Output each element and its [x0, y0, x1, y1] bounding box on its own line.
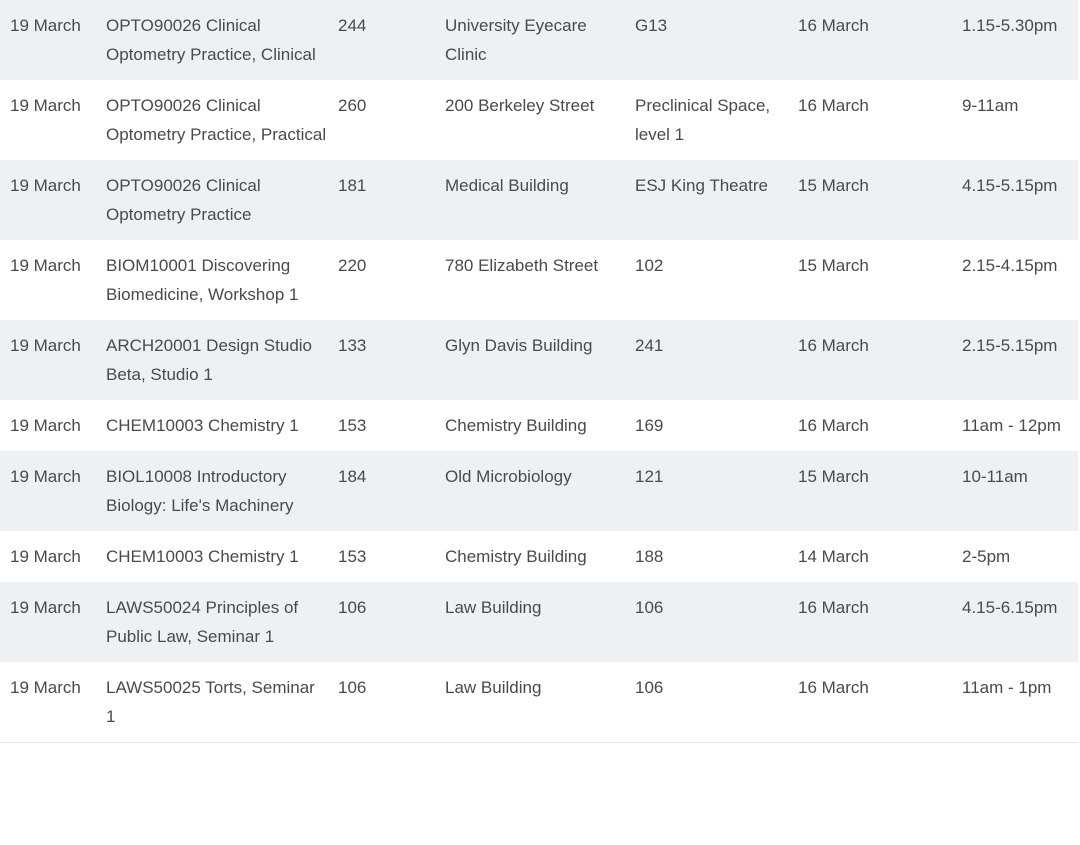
cell-building: Law Building [445, 598, 542, 617]
cell-count: 220 [338, 256, 367, 275]
cell-subject: OPTO90026 Clinical Optometry Practice [106, 176, 261, 224]
cell-room: 241 [635, 336, 664, 355]
cell-moved-date: 15 March [798, 467, 869, 486]
cell-moved-date: 15 March [798, 256, 869, 275]
cell-moved-date: 16 March [798, 336, 869, 355]
table-row [0, 451, 1078, 531]
cell-count: 106 [338, 598, 367, 617]
cell-building: Law Building [445, 678, 542, 697]
cell-count: 133 [338, 336, 367, 355]
cell-date: 19 March [10, 176, 81, 195]
cell-moved-date: 16 March [798, 416, 869, 435]
cell-room: 169 [635, 416, 664, 435]
cell-count: 184 [338, 467, 367, 486]
cell-time: 9-11am [962, 96, 1019, 115]
cell-count: 153 [338, 416, 367, 435]
table-row [0, 582, 1078, 662]
cell-moved-date: 16 March [798, 96, 869, 115]
cell-moved-date: 16 March [798, 678, 869, 697]
cell-room: ESJ King Theatre [635, 176, 768, 195]
cell-subject: OPTO90026 Clinical Optometry Practice, Clinical [106, 16, 316, 64]
cell-time: 2-5pm [962, 547, 1011, 566]
cell-room: G13 [635, 16, 668, 35]
table-row [0, 160, 1078, 240]
cell-count: 153 [338, 547, 367, 566]
cell-subject: CHEM10003 Chemistry 1 [106, 416, 299, 435]
cell-room: 106 [635, 598, 664, 617]
cell-time: 2.15-5.15pm [962, 336, 1058, 355]
cell-count: 260 [338, 96, 367, 115]
cell-building: Old Microbiology [445, 467, 572, 486]
cell-count: 181 [338, 176, 367, 195]
cell-time: 10-11am [962, 467, 1028, 486]
cell-moved-date: 15 March [798, 176, 869, 195]
cell-subject: BIOM10001 Discovering Biomedicine, Workshop 1 [106, 256, 299, 304]
table-row [0, 320, 1078, 400]
table-row [0, 80, 1078, 160]
cell-room: 188 [635, 547, 664, 566]
cell-building: Chemistry Building [445, 547, 587, 566]
cell-time: 4.15-6.15pm [962, 598, 1058, 617]
cell-room: 102 [635, 256, 664, 275]
table-row [0, 240, 1078, 320]
cell-time: 4.15-5.15pm [962, 176, 1058, 195]
cell-building: University Eyecare Clinic [445, 16, 587, 64]
cell-subject: BIOL10008 Introductory Biology: Life's Machinery [106, 467, 294, 515]
table-row [0, 0, 1078, 80]
cell-building: Glyn Davis Building [445, 336, 593, 355]
cell-date: 19 March [10, 416, 81, 435]
cell-time: 1.15-5.30pm [962, 16, 1058, 35]
cell-time: 11am - 1pm [962, 678, 1052, 697]
table-row [0, 400, 1078, 451]
cell-date: 19 March [10, 256, 81, 275]
cell-moved-date: 16 March [798, 16, 869, 35]
cell-date: 19 March [10, 547, 81, 566]
cell-building: 780 Elizabeth Street [445, 256, 599, 275]
cell-subject: OPTO90026 Clinical Optometry Practice, Practical [106, 96, 327, 144]
cell-room: Preclinical Space, level 1 [635, 96, 771, 144]
cell-count: 106 [338, 678, 367, 697]
cell-time: 2.15-4.15pm [962, 256, 1058, 275]
cell-room: 106 [635, 678, 664, 697]
cell-count: 244 [338, 16, 367, 35]
cell-date: 19 March [10, 678, 81, 697]
cell-building: 200 Berkeley Street [445, 96, 595, 115]
cell-subject: LAWS50025 Torts, Seminar 1 [106, 678, 315, 726]
cell-room: 121 [635, 467, 664, 486]
cell-date: 19 March [10, 467, 81, 486]
cell-date: 19 March [10, 16, 81, 35]
cell-date: 19 March [10, 598, 81, 617]
cell-subject: CHEM10003 Chemistry 1 [106, 547, 299, 566]
cell-moved-date: 16 March [798, 598, 869, 617]
cell-moved-date: 14 March [798, 547, 869, 566]
cell-date: 19 March [10, 336, 81, 355]
cell-building: Medical Building [445, 176, 569, 195]
table-row [0, 662, 1078, 743]
cell-building: Chemistry Building [445, 416, 587, 435]
cell-subject: ARCH20001 Design Studio Beta, Studio 1 [106, 336, 313, 384]
cell-subject: LAWS50024 Principles of Public Law, Seminar 1 [106, 598, 299, 646]
cell-date: 19 March [10, 96, 81, 115]
cell-time: 11am - 12pm [962, 416, 1061, 435]
table-row [0, 531, 1078, 582]
